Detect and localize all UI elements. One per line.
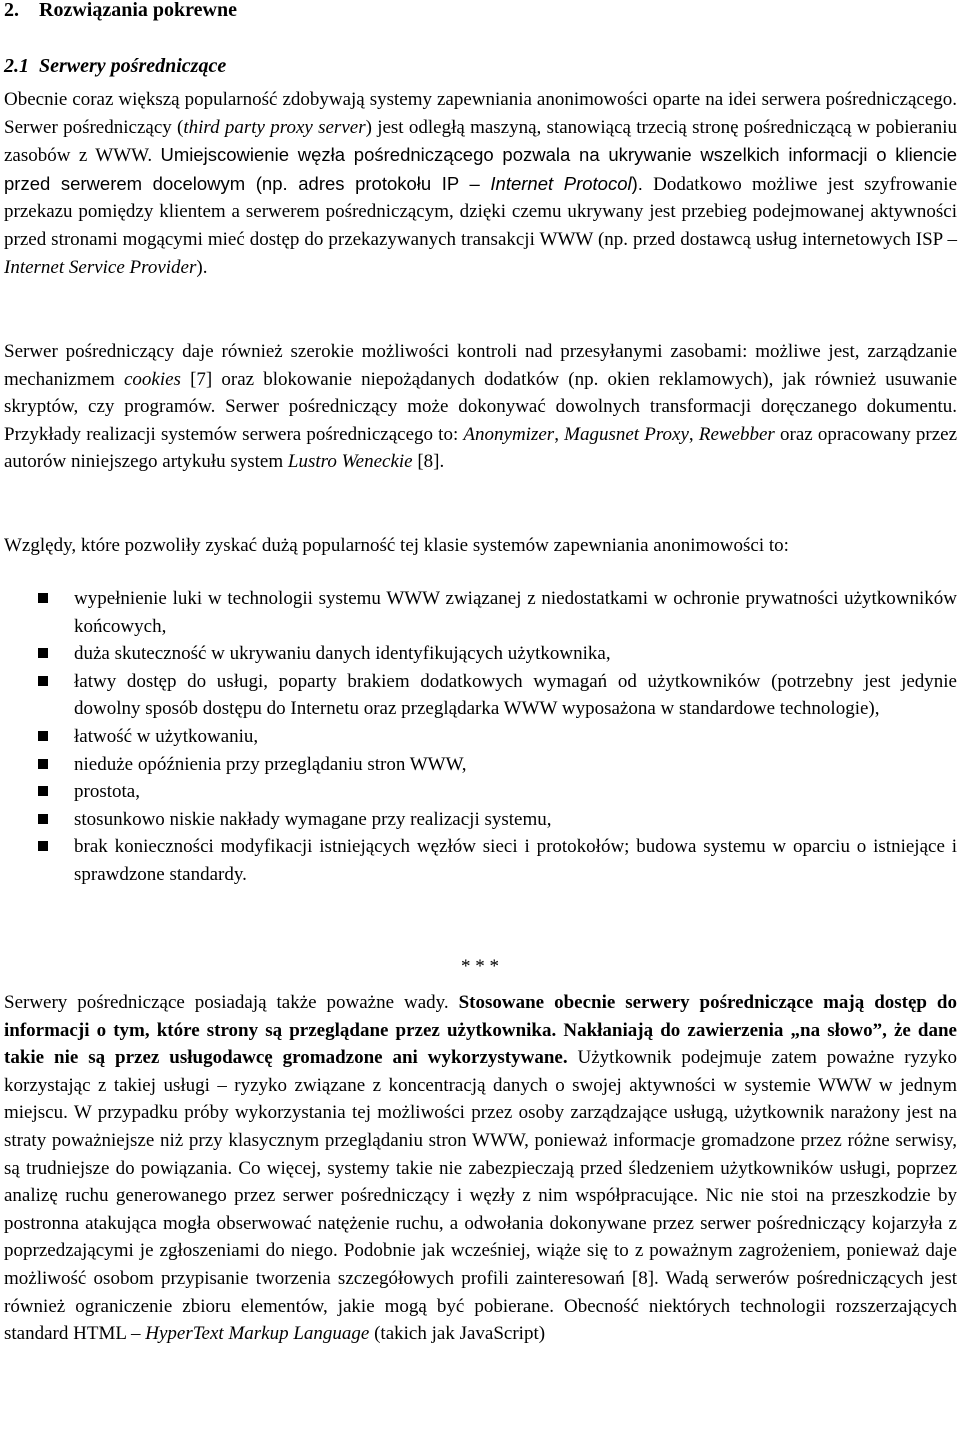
paragraph-reasons-intro: Względy, które pozwoliły zyskać dużą popularność tej klasie systemów zapewniania anonimowości to:: [4, 535, 789, 556]
text-run: oraz opracowany przez autorów niniejszego artykułu system: [4, 423, 958, 473]
square-bullet-icon: [38, 759, 48, 769]
text-run-italic: third party proxy server: [183, 116, 366, 138]
text-run-italic: Magusnet Proxy: [564, 423, 689, 445]
text-run: ).: [631, 172, 643, 194]
subsection-heading: 2.1 Serwery pośredniczące: [4, 55, 227, 77]
reasons-list: [4, 585, 957, 889]
square-bullet-icon: [38, 593, 48, 603]
text-run: (takich jak JavaScript): [369, 1323, 546, 1345]
text-run: Serwer pośredniczący daje również szerokie możliwości kontroli nad przesyłanymi zasobami: możliwe jest, zarządzanie mechanizmem: [4, 341, 957, 390]
square-bullet-icon: [38, 731, 48, 741]
text-run: ,: [554, 423, 565, 445]
list-item: [4, 668, 957, 723]
text-run: ,: [688, 423, 699, 445]
section-heading: 2. Rozwiązania pokrewne: [4, 0, 237, 21]
text-run: Obecnie coraz większą popularność zdobywają systemy zapewniania anonimowości oparte na idei serwera pośredniczącego. Serwer pośredniczący (: [4, 89, 957, 138]
list-item-text: łatwość w użytkowaniu,: [74, 725, 259, 747]
text-run: Umiejscowienie węzła pośredniczącego pozwala na ukrywanie wszelkich informacji o kliencie przed serwerem docelowym (np. adres protokołu IP –: [4, 144, 957, 194]
text-run: Dodatkowo możliwe jest szyfrowanie przekazu pomiędzy klientem a serwerem pośredniczącym, dzięki czemu ukrywany jest przebieg podejmowanej aktywności przed stronami mogącymi mieć dostęp do przekazywanych transakcji WWW (np. przed dostawcą usług internetowych ISP –: [4, 173, 957, 250]
list-item-text: stosunkowo niskie nakłady wymagane przy realizacji systemu,: [74, 808, 552, 830]
text-run-italic: Anonymizer: [463, 423, 555, 445]
list-item: [4, 723, 957, 751]
square-bullet-icon: [38, 814, 48, 824]
list-item-text: nieduże opóźnienia przy przeglądaniu stron WWW,: [74, 753, 467, 775]
paragraph-proxy-control: [4, 338, 957, 476]
square-bullet-icon: [38, 786, 48, 796]
list-item-text: łatwy dostęp do usługi, poparty brakiem dodatkowych wymagań od użytkowników (potrzebny jest jedynie dowolny sposób dostępu do Internetu oraz przeglądarka WWW wyposażona w standardowe technologie),: [74, 670, 957, 720]
square-bullet-icon: [38, 676, 48, 686]
text-run: ).: [196, 256, 208, 278]
text-run-bold: Stosowane obecnie serwery pośredniczące mają dostęp do informacji o tym, które strony są przeglądane przez użytkownika. Nakłaniają do zawierzenia „na słowo”, że dane takie nie są przez usługodawcę gromadzone ani wykorzystywane.: [4, 992, 957, 1069]
list-item: [4, 751, 957, 779]
text-run-italic: Internet Service Provider: [4, 256, 197, 278]
list-item: [4, 585, 957, 640]
square-bullet-icon: [38, 648, 48, 658]
text-run-italic: HyperText Markup Language: [145, 1323, 370, 1345]
list-item-text: prostota,: [74, 781, 140, 803]
list-item: [4, 806, 957, 834]
list-item: [4, 833, 957, 888]
list-item-text: wypełnienie luki w technologii systemu WWW związanej z niedostatkami w ochronie prywatności użytkowników końcowych,: [74, 588, 957, 637]
text-run: ) jest odległą maszyną, stanowiącą trzecią stronę pośredniczącą w pobieraniu zasobów z WWW.: [4, 116, 957, 167]
text-run: Serwery pośredniczące posiadają także poważne wady.: [4, 992, 459, 1013]
list-item-text: duża skuteczność w ukrywaniu danych identyfikujących użytkownika,: [74, 643, 611, 665]
section-separator: * * *: [461, 956, 499, 977]
text-run-italic: Internet Protocol: [490, 172, 632, 194]
list-item: [4, 640, 957, 668]
text-run: [7] oraz blokowanie niepożądanych dodatków (np. okien reklamowych), jak również usuwanie skryptów, czy programów. Serwer pośredniczący może dokonywać dowolnych transformacji doręczanego dokumentu. Przykłady realizacji systemów serwera pośredniczącego to:: [4, 368, 958, 445]
text-run: Użytkownik podejmuje zatem poważne ryzyko korzystając z takiej usługi – ryzyko związane z koncentracją danych o swojej aktywności w systemie WWW w jednym miejscu. W przypadku próby wykorzystania tej możliwości przez osoby zarządzające usługą, użytkownik narażony jest na straty poważniejsze niż przy klasycznym przeglądaniu stron WWW, ponieważ informacje gromadzone przez różne serwisy, są trudniejsze do powiązania. Co więcej, systemy takie nie zabezpieczają przed śledzeniem użytkowników usługi, poprzez analizę ruchu generowanego przez serwer pośredniczący i węzły z nim współpracujące. Nic nie stoi na przeszkodzie by postronna atakująca mogła obserwować natężenie ruchu, a odwołania dokonywane przez serwer pośredniczący kojarzyła z poprzedzającymi je zgłoszeniami do niego. Podobnie jak wcześniej, wiąże się to z poważnym zagrożeniem, ponieważ daje możliwość osobom przypisanie tworzenia szczegółowych profili zainteresowań [8]. Wadą serwerów pośredniczących jest również ograniczenie zbioru elementów, jakie mogą być pobierane. Obecność niektórych technologii rozszerzających standard HTML –: [4, 1047, 957, 1345]
square-bullet-icon: [38, 841, 48, 851]
text-run-italic: Lustro Weneckie: [287, 451, 413, 473]
paragraph-proxy-drawbacks: [4, 989, 957, 1348]
paragraph-proxy-intro: [4, 86, 957, 281]
text-run-italic: Rewebber: [698, 423, 775, 445]
text-run-italic: cookies: [123, 368, 181, 390]
text-run: [8].: [412, 451, 445, 473]
list-item: [4, 778, 957, 806]
list-item-text: brak konieczności modyfikacji istniejących węzłów sieci i protokołów; budowa systemu w oparciu o istniejące i sprawdzone standardy.: [74, 836, 957, 885]
